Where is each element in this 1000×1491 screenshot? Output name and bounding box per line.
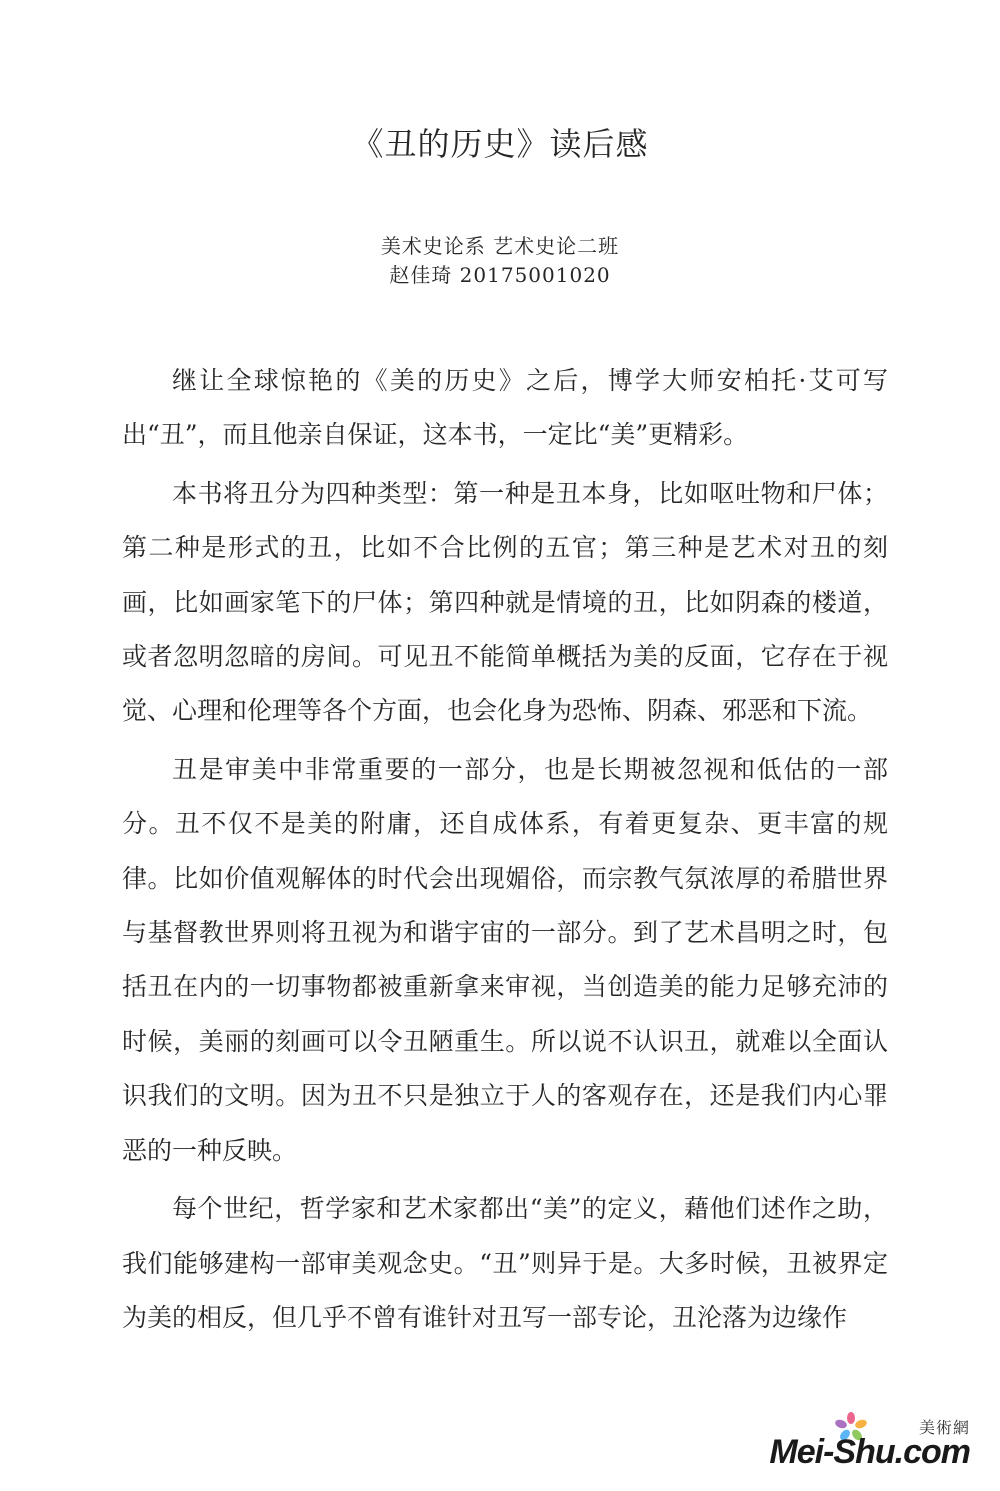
paragraph-4: 每个世纪，哲学家和艺术家都出“美”的定义，藉他们述作之助，我们能够建构一部审美观念史。“丑”则异于是。大多时候，丑被界定为美的相反，但几乎不曾有谁针对丑写一部专论，丑沦落为边缘作 [122,1194,888,1332]
department-line: 美术史论系 艺术史论二班 [380,234,620,258]
paragraph-1: 继让全球惊艳的《美的历史》之后，博学大师安柏托·艾可写出“丑”，而且他亲自保证，这本书，一定比“美”更精彩。 [122,366,888,450]
watermark-logo [769,1407,972,1479]
watermark-chinese-text: 美術網 [918,1418,970,1437]
paragraph-2: 本书将丑分为四种类型：第一种是丑本身，比如呕吐物和尸体；第二种是形式的丑，比如不合比例的五官；第三种是艺术对丑的刻画，比如画家笔下的尸体；第四种就是情境的丑，比如阴森的楼道，或者忽明忽暗的房间。可见丑不能简单概括为美的反面，它存在于视觉、心理和伦理等各个方面，也会化身为恐怖、阴森、邪恶和下流。 [122,478,888,726]
watermark-latin-text: Mei-Shu.com [769,1433,970,1471]
paragraph-3: 丑是审美中非常重要的一部分，也是长期被忽视和低估的一部分。丑不仅不是美的附庸，还自成体系，有着更复杂、更丰富的规律。比如价值观解体的时代会出现媚俗，而宗教气氛浓厚的希腊世界与基督教世界则将丑视为和谐宇宙的一部分。到了艺术昌明之时，包括丑在内的一切事物都被重新拿来审视，当创造美的能力足够充沛的时候，美丽的刻画可以令丑陋重生。所以说不认识丑，就难以全面认识我们的文明。因为丑不只是独立于人的客观存在，还是我们内心罪恶的一种反映。 [122,754,888,1165]
document-body [122,354,888,1349]
author-line: 赵佳琦 20175001020 [389,263,611,287]
document-title: 《丑的历史》读后感 [351,125,649,163]
